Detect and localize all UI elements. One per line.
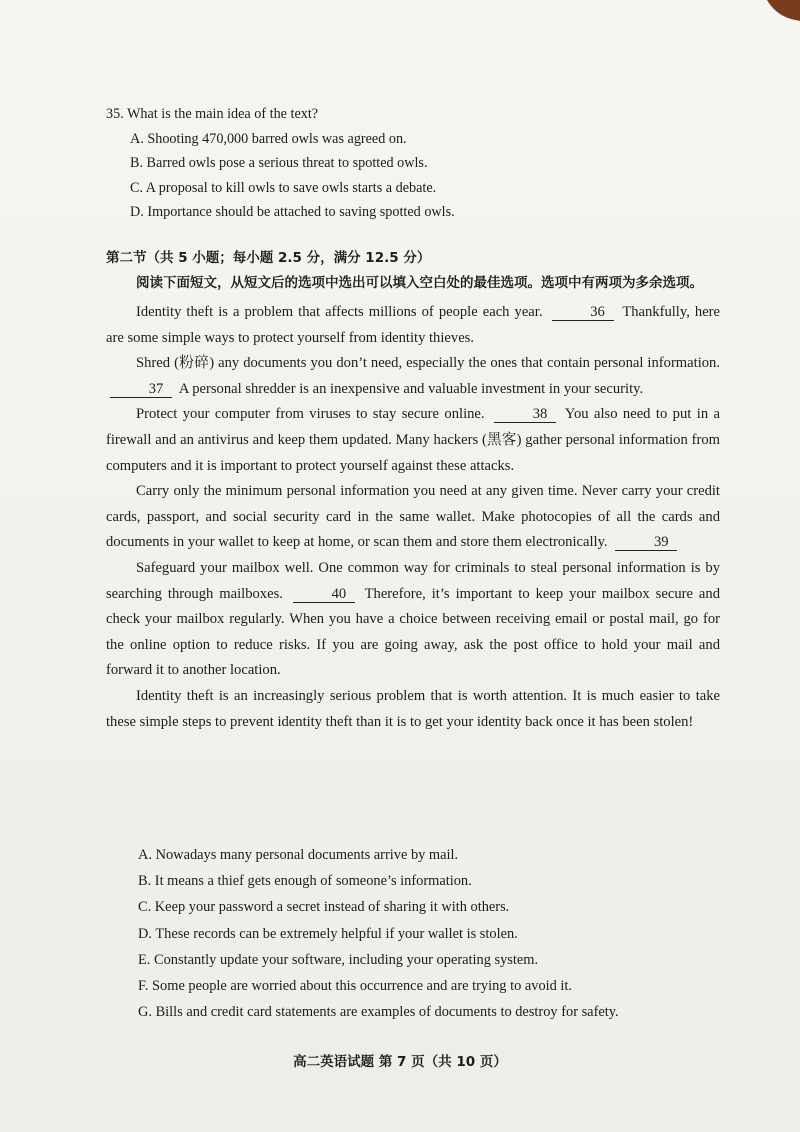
question-35-option-d: D. Importance should be attached to saving spotted owls. — [130, 204, 455, 221]
blank-40: 40 — [293, 586, 355, 603]
blank-37: 37 — [110, 381, 172, 398]
answer-option-a: A. Nowadays many personal documents arrive by mail. — [138, 847, 459, 863]
question-35-option-a: A. Shooting 470,000 barred owls was agreed on. — [130, 130, 407, 147]
paragraph-2 — [106, 351, 720, 402]
answer-option-f: F. Some people are worried about this occurrence and are trying to avoid it. — [138, 978, 573, 995]
paragraph-5-text-b: Therefore, it’s important to keep your mailbox secure and check your mailbox regularly. When you have a choice between receiving email or postal mail, go for the online option to reduce risks. If you are going away, ask the post office to hold your mail and forward it to another location. — [106, 585, 720, 679]
section-title: 第二节（共 5 小题；每小题 2.5 分，满分 12.5 分） — [106, 250, 431, 266]
paragraph-5-text-a: Safeguard your mailbox well. One common way for criminals to steal personal information is by searching through mailboxes. — [106, 559, 720, 602]
answer-option-e: E. Constantly update your software, including your operating system. — [138, 951, 539, 968]
paragraph-3 — [106, 402, 720, 479]
answer-option-d: D. These records can be extremely helpful if your wallet is stolen. — [138, 925, 518, 942]
page-footer: 高二英语试题 第 7 页（共 10 页） — [293, 1054, 507, 1070]
reading-passage — [106, 300, 720, 735]
blank-38: 38 — [494, 406, 556, 423]
answer-option-c: C. Keep your password a secret instead of sharing it with others. — [138, 899, 510, 916]
answer-option-b: B. It means a thief gets enough of someone’s information. — [138, 873, 472, 890]
blank-39: 39 — [615, 534, 677, 551]
paragraph-5 — [106, 556, 720, 684]
answer-options — [138, 842, 738, 1025]
answer-option-g: G. Bills and credit card statements are examples of documents to destroy for safety. — [138, 1004, 619, 1021]
paragraph-3-text-a: Protect your computer from viruses to stay secure online. — [136, 406, 485, 423]
paragraph-2-text-a: Shred (粉碎) any documents you don’t need, especially the ones that contain personal information. — [136, 355, 720, 372]
paragraph-1-text-b: Thankfully, here are some simple ways to protect yourself from identity thieves. — [106, 304, 721, 346]
paragraph-3-text-b: You also need to put in a firewall and an antivirus and keep them updated. Many hackers (黑客) gather personal information from computers and it is important to protect yourself against these attacks. — [106, 406, 721, 474]
paragraph-6: Identity theft is an increasingly serious problem that is worth attention. It is much easier to take these simple steps to prevent identity theft than it is to get your identity back once it has been stolen! — [106, 687, 720, 730]
paragraph-2-text-b: A personal shredder is an inexpensive and valuable investment in your security. — [178, 380, 644, 397]
section-2 — [106, 246, 720, 735]
paragraph-4 — [106, 479, 720, 556]
paragraph-1-text-a: Identity theft is a problem that affects millions of people each year. — [136, 304, 543, 320]
question-35-option-c: C. A proposal to kill owls to save owls starts a debate. — [130, 179, 437, 196]
paragraph-4-text-a: Carry only the minimum personal information you need at any given time. Never carry your credit cards, passport, and social security card in the same wallet. Make photocopies of all the cards and documents in your wallet to keep at home, or scan them and store them electronically. — [106, 483, 720, 551]
question-35-stem: 35. What is the main idea of the text? — [106, 106, 319, 122]
question-35-option-b: B. Barred owls pose a serious threat to spotted owls. — [130, 155, 428, 172]
question-35 — [106, 102, 746, 225]
page-corner-decoration — [754, 0, 800, 24]
blank-36: 36 — [552, 304, 614, 321]
section-instruction: 阅读下面短文，从短文后的选项中选出可以填入空白处的最佳选项。选项中有两项为多余选项。 — [136, 275, 703, 291]
paragraph-1 — [106, 300, 720, 351]
